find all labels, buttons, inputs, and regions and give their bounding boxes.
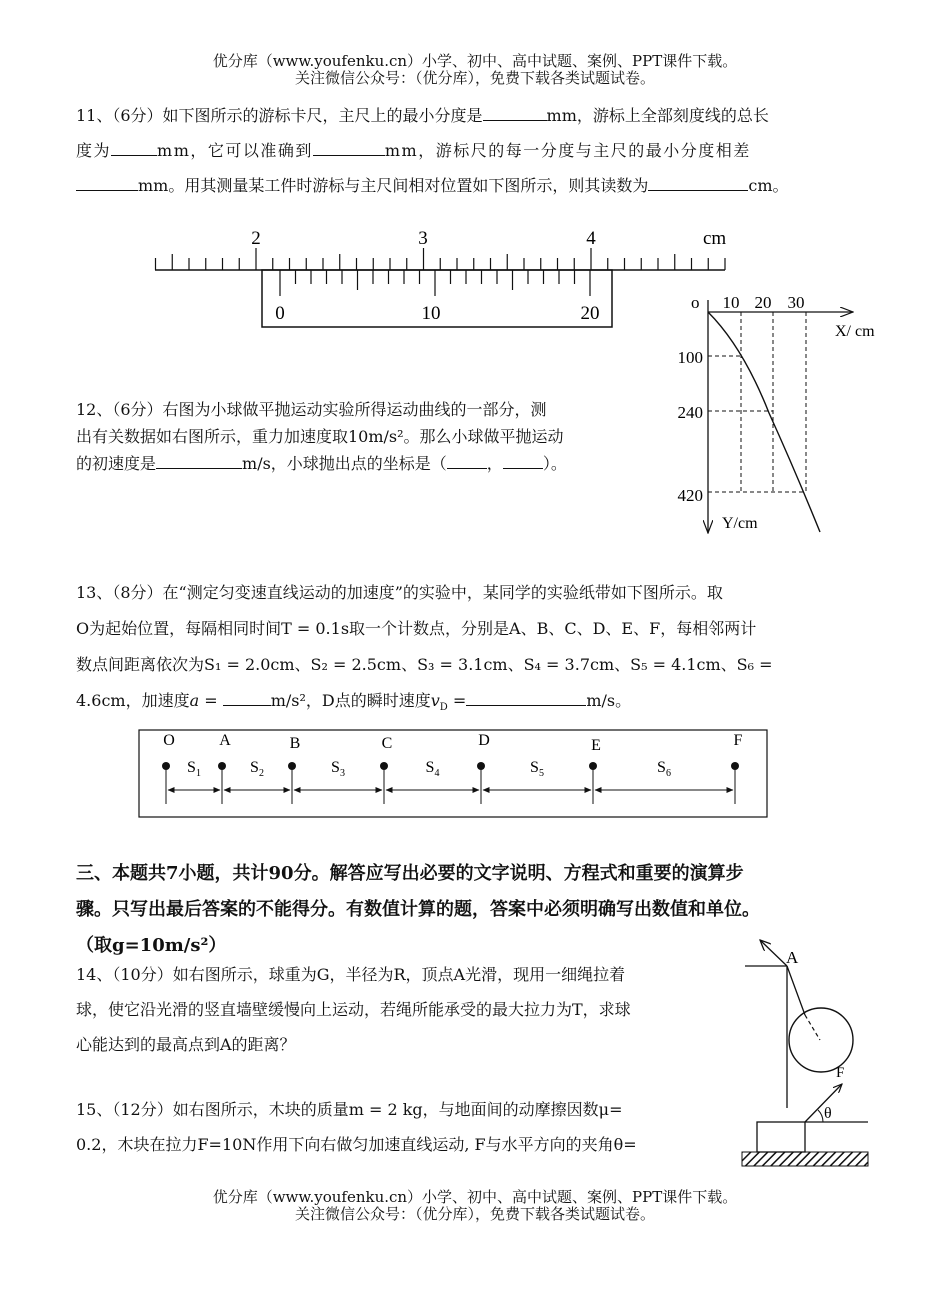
q13-text-4b: = <box>199 691 223 710</box>
segment-sub-3: 3 <box>339 768 345 779</box>
vernier-label-20: 20 <box>580 303 600 324</box>
q13-line-2: O为起始位置，每隔相同时间T = 0.1s取一个计数点，分别是A、B、C、D、E、F，每相邻两计 <box>76 619 757 638</box>
q12-blank-y[interactable] <box>503 452 543 469</box>
y-tick-420: 420 <box>677 486 703 505</box>
main-label-3: 3 <box>418 228 428 249</box>
x-tick-30: 30 <box>787 293 805 312</box>
tape-label-E: E <box>591 737 601 754</box>
q13-line-3: 数点间距离依次为S₁ = 2.0cm、S₂ = 2.5cm、S₃ = 3.1cm、S₄ = 3.7cm、S₅ = 4.1cm、S₆ = <box>76 655 773 674</box>
x-tick-10: 10 <box>722 293 740 312</box>
question-11 <box>76 98 876 203</box>
segment-sub-5: 5 <box>538 768 544 779</box>
q12-line-2: 出有关数据如右图所示，重力加速度取10m/s²。那么小球做平抛运动 <box>76 427 564 446</box>
main-label-4: 4 <box>586 228 596 249</box>
q12-text-3d: ）。 <box>542 454 567 473</box>
q12-blank-x[interactable] <box>447 452 487 469</box>
q12-blank-velocity[interactable] <box>156 452 242 469</box>
q13-blank-acceleration[interactable] <box>223 689 271 706</box>
tape-label-D: D <box>478 732 490 749</box>
main-unit-label: cm <box>703 228 727 249</box>
tape-label-C: C <box>381 735 393 752</box>
section3-line-3: （取g=10m/s²） <box>76 935 227 956</box>
q11-text-7: cm。 <box>748 176 789 195</box>
q11-blank-5[interactable] <box>648 174 748 191</box>
tape-figure <box>138 728 770 820</box>
q13-var-a: a <box>189 691 200 710</box>
y-tick-240: 240 <box>677 403 703 422</box>
y-tick-100: 100 <box>677 348 703 367</box>
segment-label-1: $S_1$ <box>187 759 201 779</box>
x-axis-label: X/ cm <box>835 323 875 340</box>
tape-frame <box>139 730 767 817</box>
q11-text-3: 度为 <box>76 141 112 160</box>
q12-text-3b: m/s，小球抛出点的坐标是（ <box>242 454 447 473</box>
header-line-1: 优分库（www.youfenku.cn）小学、初中、高中试题、案例、PPT课件下载。 <box>212 52 738 70</box>
ground-hatched <box>742 1152 868 1166</box>
wood-block <box>757 1122 805 1152</box>
q11-text-6: mm。用其测量某工件时游标与主尺间相对位置如下图所示，则其读数为 <box>138 176 649 195</box>
tape-label-A: A <box>219 732 231 749</box>
tape-label-F: F <box>733 732 743 749</box>
q14-line-3: 心能达到的最高点到A的距离？ <box>76 1035 296 1054</box>
segment-label-4: $S_4$ <box>425 759 440 779</box>
q12-text-3c: ， <box>486 454 503 473</box>
q15-line-1: 15、（12分）如右图所示，木块的质量m = 2 kg，与地面间的动摩擦因数μ= <box>76 1100 623 1119</box>
question-13 <box>76 575 886 719</box>
q11-text-4: mm，它可以准确到 <box>157 141 313 160</box>
q13-var-v: v <box>430 691 440 710</box>
q11-blank-4[interactable] <box>76 174 138 191</box>
y-axis-label: Y/cm <box>722 515 758 532</box>
q11-text-5: mm，游标尺的每一分度与主尺的最小分度相差 <box>384 141 751 160</box>
origin-label: o <box>691 293 700 312</box>
segment-label-3: $S_3$ <box>331 759 345 779</box>
q12-text-3a: 的初速度是 <box>76 454 157 473</box>
vernier-label-0: 0 <box>275 303 285 324</box>
header-line-2: 关注微信公众号：（优分库），免费下载各类试题试卷。 <box>294 69 655 87</box>
q13-text-4c: m/s²，D点的瞬时速度 <box>270 691 431 710</box>
segment-sub-4: 4 <box>434 768 440 779</box>
q13-var-v-sub: D <box>439 702 448 714</box>
segment-label-5: $S_5$ <box>530 759 544 779</box>
q14-line-1: 14、（10分）如右图所示，球重为G，半径为R，顶点A光滑，现用一细绳拉着 <box>76 965 626 984</box>
q11-blank-3[interactable] <box>313 139 385 156</box>
rope-pull-arrow <box>760 940 787 966</box>
theta-label: θ <box>824 1105 832 1122</box>
q13-text-4a: 4.6cm，加速度 <box>76 691 190 710</box>
question-12 <box>76 396 656 477</box>
segment-sub-1: 1 <box>195 768 201 779</box>
point-a-label: A <box>786 948 799 967</box>
vernier-scale-ticks <box>280 270 590 296</box>
section3-line-2: 骤。只写出最后答案的不能得分。有数值计算的题，答案中必须明确写出数值和单位。 <box>76 899 760 920</box>
vernier-label-10: 10 <box>421 303 441 324</box>
q13-text-4d: = <box>447 691 467 710</box>
section3-line-1: 三、本题共7小题，共计90分。解答应写出必要的文字说明、方程式和重要的演算步 <box>76 863 744 884</box>
tape-label-B: B <box>289 735 301 752</box>
q12-line-1: 12、（6分）右图为小球做平抛运动实验所得运动曲线的一部分，测 <box>76 400 547 419</box>
page-header <box>0 53 950 87</box>
q13-blank-velocity[interactable] <box>466 689 586 706</box>
q11-text-1: 11、（6分）如下图所示的游标卡尺，主尺上的最小分度是 <box>76 106 483 125</box>
block-figure <box>738 1062 878 1172</box>
q14-line-2: 球，使它沿光滑的竖直墙壁缓慢向上运动，若绳所能承受的最大拉力为T，求球 <box>76 1000 631 1019</box>
q11-blank-1[interactable] <box>483 104 547 121</box>
question-15 <box>76 1092 736 1162</box>
footer-line-1: 优分库（www.youfenku.cn）小学、初中、高中试题、案例、PPT课件下载。 <box>212 1188 738 1206</box>
force-f-label: F <box>836 1065 845 1081</box>
q15-line-2: 0.2，木块在拉力F=10N作用下向右做匀加速直线运动, F与水平方向的夹角θ= <box>76 1135 637 1154</box>
segment-label-6: $S_6$ <box>657 759 671 779</box>
tape-points <box>162 732 743 804</box>
question-14 <box>76 957 736 1062</box>
q11-text-2: mm，游标上全部刻度线的总长 <box>546 106 769 125</box>
trajectory-figure <box>668 290 893 540</box>
vernier-caliper-figure <box>150 225 740 335</box>
segment-sub-2: 2 <box>258 768 264 779</box>
q13-line-1: 13、（8分）在“测定匀变速直线运动的加速度”的实验中，某同学的实验纸带如下图所示。取 <box>76 583 723 602</box>
q13-text-4e: m/s。 <box>586 691 632 710</box>
page-footer <box>0 1189 950 1223</box>
segment-sub-6: 6 <box>665 768 671 779</box>
footer-line-2: 关注微信公众号：（优分库），免费下载各类试题试卷。 <box>294 1205 655 1223</box>
tape-label-O: O <box>163 732 175 749</box>
angle-arc <box>818 1110 823 1122</box>
trajectory-curve <box>708 312 820 532</box>
main-label-2: 2 <box>251 228 261 249</box>
rope-line <box>787 966 805 1015</box>
x-tick-20: 20 <box>754 293 772 312</box>
main-scale-ticks <box>156 248 726 270</box>
q11-blank-2[interactable] <box>111 139 157 156</box>
rope-extension-dashed <box>805 1015 820 1040</box>
segment-label-2: $S_2$ <box>250 759 264 779</box>
